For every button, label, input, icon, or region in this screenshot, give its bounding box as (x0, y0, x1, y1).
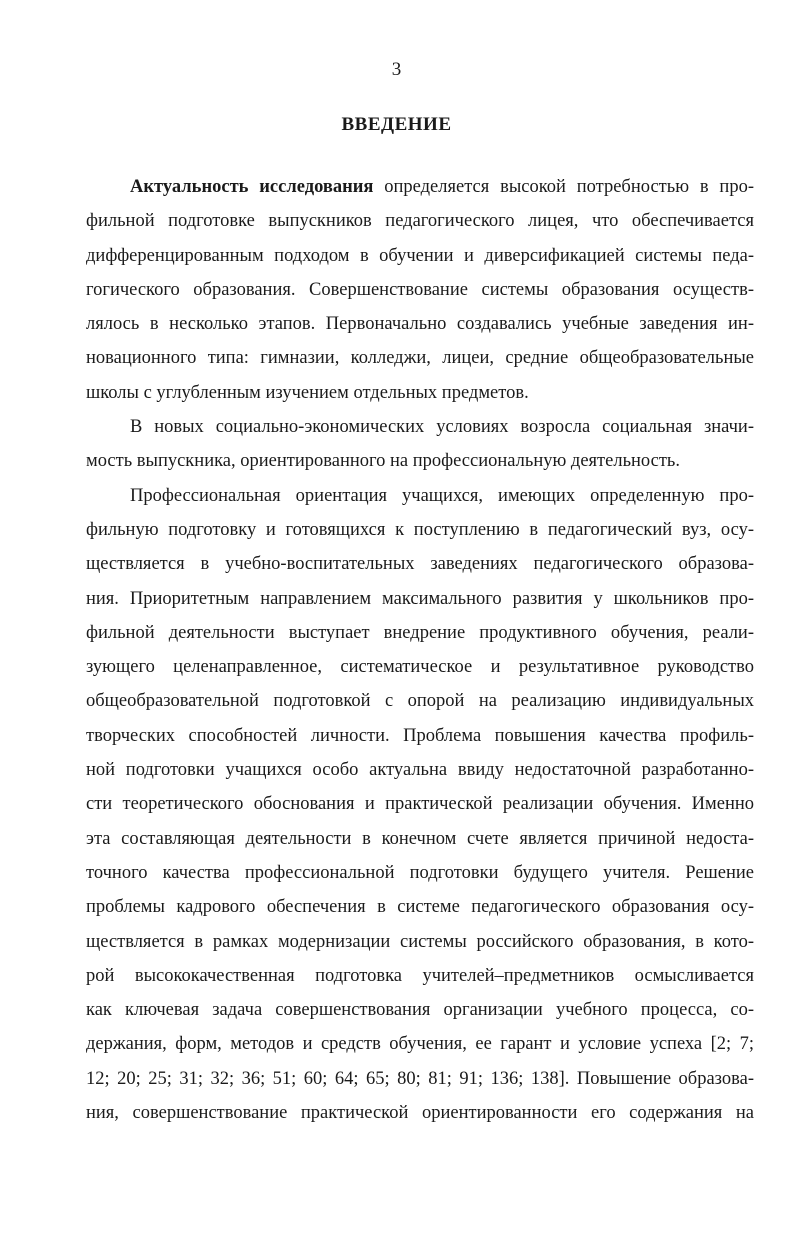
paragraph-socioeconomic (86, 410, 754, 479)
text-line: дифференцированным подходом в обучении и диверсификацией системы педа- (86, 245, 754, 266)
text-line: новационного типа: гимназии, колледжи, лицеи, средние общеобразовательные (86, 348, 754, 369)
text-line: мость выпускника, ориентированного на профессиональную деятельность. (86, 451, 680, 472)
text-line: фильной деятельности выступает внедрение продуктивного обучения, реали- (86, 622, 754, 643)
text-line: эта составляющая деятельности в конечном счете является причиной недоста- (86, 828, 754, 849)
text-line: проблемы кадрового обеспечения в системе педагогического образования осу- (86, 897, 754, 918)
text-line: 12; 20; 25; 31; 32; 36; 51; 60; 64; 65; 80; 81; 91; 136; 138]. Повышение образова- (86, 1068, 754, 1089)
text-line: лялось в несколько этапов. Первоначально создавались учебные заведения ин- (86, 314, 754, 335)
text-line: точного качества профессиональной подготовки будущего учителя. Решение (86, 862, 754, 883)
paragraph-professional-orientation (86, 479, 754, 1131)
text-line: В новых социально-экономических условиях возросла социальная значи- (130, 417, 754, 438)
text-line: Профессиональная ориентация учащихся, имеющих определенную про- (130, 485, 754, 506)
text-line: фильную подготовку и готовящихся к поступлению в педагогический вуз, осу- (86, 519, 754, 540)
text-line: общеобразовательной подготовкой с опорой на реализацию индивидуальных (86, 691, 754, 712)
text-line-content: определяется высокой потребностью в про- (373, 177, 754, 197)
text-line: ния, совершенствование практической ориентированности его содержания на (86, 1103, 754, 1124)
text-line: гогического образования. Совершенствование системы образования осуществ- (86, 279, 754, 300)
text-line: творческих способностей личности. Проблема повышения качества профиль- (86, 725, 754, 746)
section-heading: ВВЕДЕНИЕ (341, 114, 452, 135)
text-line: ной подготовки учащихся особо актуальна ввиду недостаточной разработанно- (86, 760, 754, 781)
document-body (86, 170, 754, 1130)
paragraph-relevance (86, 170, 754, 410)
text-line: зующего целенаправленное, систематическое и результативное руководство (86, 657, 754, 678)
page-number: 3 (391, 59, 402, 80)
text-line: школы с углубленным изучением отдельных предметов. (86, 382, 529, 403)
bold-lead-term: Актуальность исследования (130, 177, 374, 197)
text-line: ществляется в рамках модернизации системы российского образования, в кото- (86, 931, 754, 952)
text-line: держания, форм, методов и средств обучения, ее гарант и условие успеха [2; 7; (86, 1034, 754, 1055)
text-line: как ключевая задача совершенствования организации учебного процесса, со- (86, 1000, 754, 1021)
text-line: сти теоретического обоснования и практической реализации обучения. Именно (86, 794, 754, 815)
text-line: фильной подготовке выпускников педагогического лицея, что обеспечивается (86, 211, 754, 232)
text-line (86, 170, 754, 204)
text-line: рой высококачественная подготовка учителей–предметников осмысливается (86, 965, 754, 986)
text-line: ществляется в учебно-воспитательных заведениях педагогического образова- (86, 554, 754, 575)
text-line: ния. Приоритетным направлением максимального развития у школьников про- (86, 588, 754, 609)
